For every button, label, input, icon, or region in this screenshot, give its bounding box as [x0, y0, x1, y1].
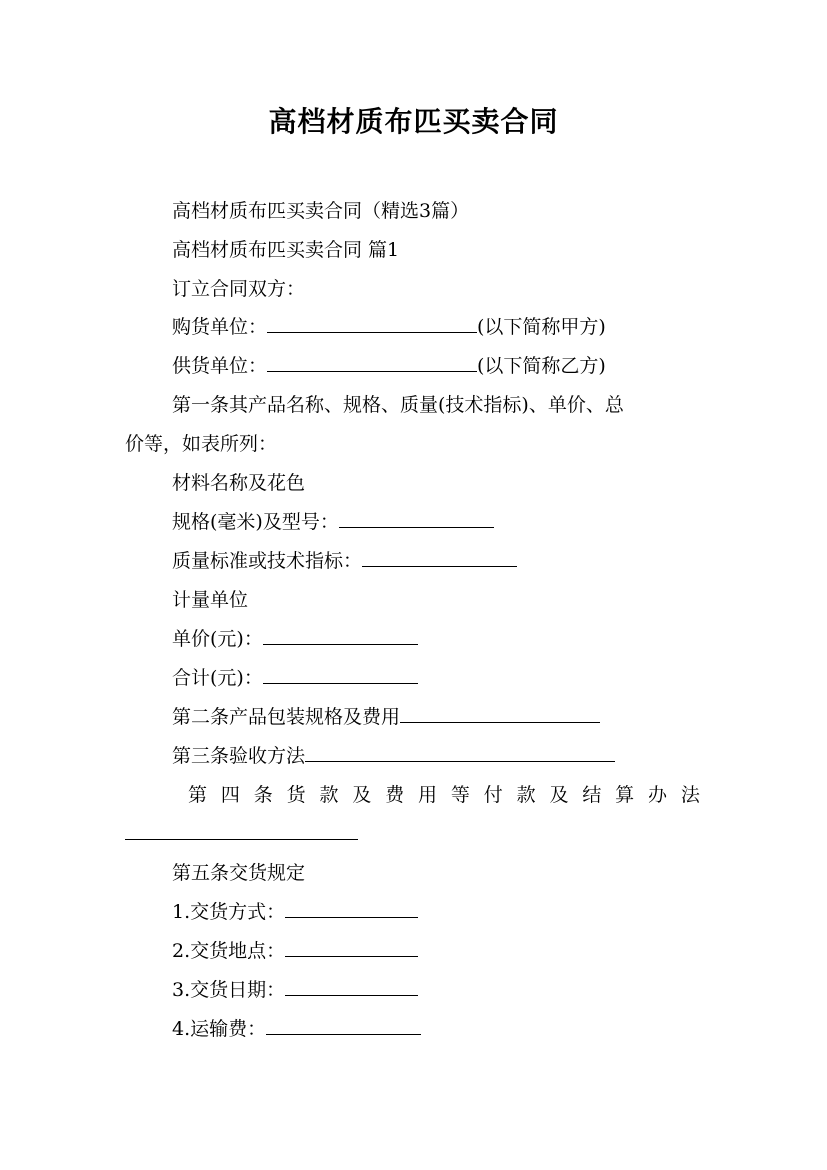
delivery-place-line	[172, 938, 418, 964]
delivery-place-label: 2.交货地点：	[172, 940, 286, 962]
spec-blank	[339, 509, 494, 528]
subtitle-line: 高档材质布匹买卖合同（精选3篇）	[172, 200, 470, 222]
article-two-label: 第二条产品包装规格及费用	[172, 706, 401, 728]
delivery-method-label: 1.交货方式：	[172, 901, 286, 923]
delivery-method-blank	[285, 899, 418, 918]
spec-line	[172, 509, 494, 535]
freight-label: 4.运输费：	[172, 1018, 267, 1040]
unit-price-label: 单价(元)：	[172, 628, 263, 650]
article-four-char: 算	[615, 784, 635, 806]
supplier-label: 供货单位：	[172, 355, 268, 377]
article-four-char: 费	[385, 784, 405, 806]
freight-line	[172, 1016, 421, 1042]
article-three-blank	[305, 743, 615, 762]
section-heading: 高档材质布匹买卖合同 篇1	[172, 239, 400, 261]
article-four-blank	[125, 821, 358, 840]
article-four-char: 款	[516, 784, 536, 806]
material-name-line: 材料名称及花色	[172, 472, 306, 494]
quality-label: 质量标准或技术指标：	[172, 550, 363, 572]
article-four-char: 法	[680, 784, 700, 806]
article-four-char: 第	[188, 784, 208, 806]
delivery-date-blank	[285, 977, 418, 996]
article-one-line: 第一条其产品名称、规格、质量(技术指标)、单价、总	[172, 394, 624, 416]
article-two-line	[172, 704, 600, 730]
parties-heading: 订立合同双方：	[172, 278, 306, 300]
unit-price-line	[172, 626, 418, 652]
article-four-continued	[125, 821, 358, 847]
article-four-char: 及	[352, 784, 372, 806]
unit-line: 计量单位	[172, 589, 249, 611]
total-blank	[263, 665, 418, 684]
buyer-line	[172, 314, 606, 340]
article-four-char: 付	[483, 784, 503, 806]
article-one-continued: 价等，如表所列：	[125, 433, 278, 455]
unit-price-blank	[263, 626, 418, 645]
supplier-line	[172, 353, 606, 379]
article-four-char: 等	[450, 784, 470, 806]
article-four-char: 货	[286, 784, 306, 806]
buyer-suffix: (以下简称甲方)	[477, 316, 606, 338]
article-three-line	[172, 743, 615, 769]
delivery-method-line	[172, 899, 418, 925]
article-four-char: 条	[253, 784, 273, 806]
supplier-blank	[267, 353, 477, 372]
quality-line	[172, 548, 517, 574]
article-four-line	[188, 782, 700, 808]
quality-blank	[362, 548, 517, 567]
article-five-line: 第五条交货规定	[172, 862, 306, 884]
supplier-suffix: (以下简称乙方)	[477, 355, 606, 377]
delivery-date-line	[172, 977, 418, 1003]
article-four-char: 款	[319, 784, 339, 806]
article-four-char: 及	[549, 784, 569, 806]
article-four-char: 结	[582, 784, 602, 806]
article-three-label: 第三条验收方法	[172, 745, 306, 767]
article-four-char: 办	[648, 784, 668, 806]
delivery-place-blank	[285, 938, 418, 957]
total-line	[172, 665, 418, 691]
buyer-label: 购货单位：	[172, 316, 268, 338]
freight-blank	[266, 1016, 421, 1035]
spec-label: 规格(毫米)及型号：	[172, 511, 339, 533]
article-four-char: 用	[418, 784, 438, 806]
total-label: 合计(元)：	[172, 667, 263, 689]
article-two-blank	[400, 704, 600, 723]
buyer-blank	[267, 314, 477, 333]
delivery-date-label: 3.交货日期：	[172, 979, 286, 1001]
article-four-char: 四	[220, 784, 240, 806]
page-title: 高档材质布匹买卖合同	[268, 105, 559, 138]
